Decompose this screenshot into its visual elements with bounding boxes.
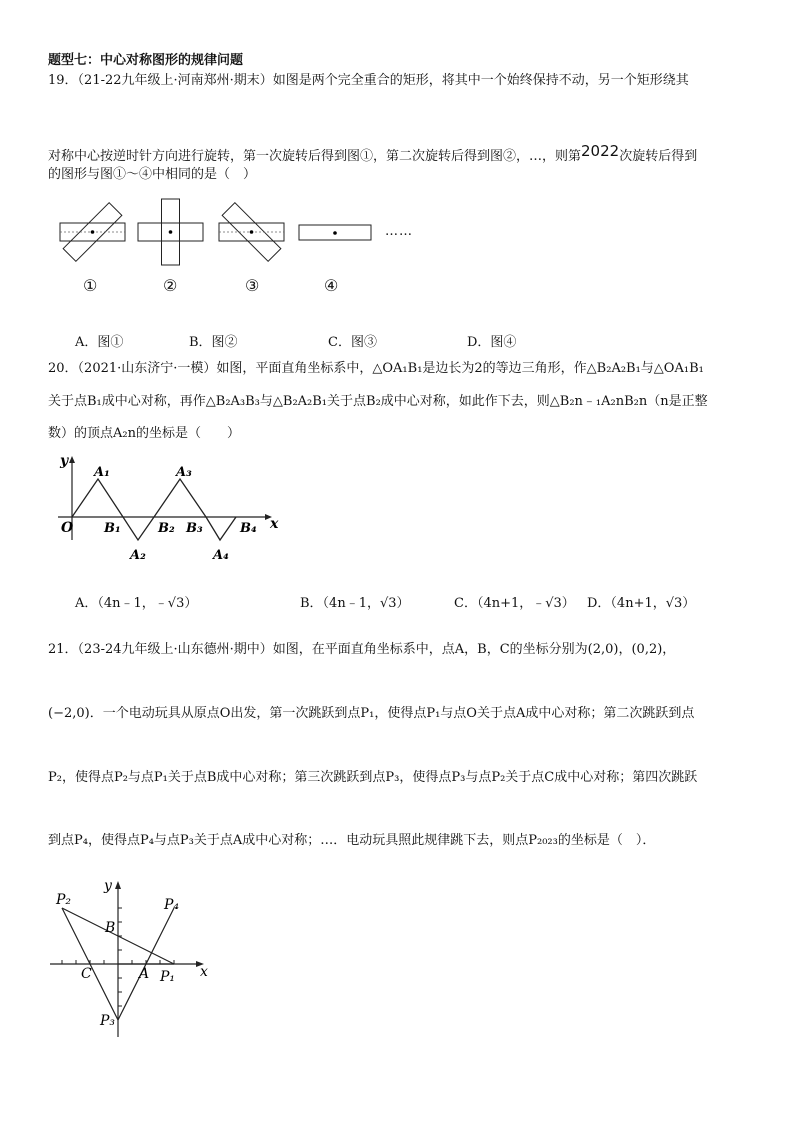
q19-line2 <box>48 142 698 166</box>
q19-option-d: D．图④ <box>467 335 517 350</box>
q21-line2: (−2,0)．一个电动玩具从原点O出发，第一次跳跃到点P₁，使得点P₁与点O关于点A成中心对称；第二次跳跃到点 <box>48 706 695 721</box>
q21-label-c: C <box>81 966 92 982</box>
q19-fig4 <box>299 225 371 240</box>
q20-figure <box>58 452 288 572</box>
q20-option-a: A．（4n﹣1，﹣√3） <box>75 596 198 611</box>
q21-label-b: B <box>105 920 116 936</box>
q19-label-2: ② <box>163 276 178 295</box>
q20-label-a4: A₄ <box>213 548 229 563</box>
q20-line1: 20．（2021·山东济宁·一模）如图，平面直角坐标系中，△OA₁B₁是边长为2的等边三角形，作△B₂A₂B₁与△OA₁B₁ <box>48 361 704 376</box>
q20-option-d: D．（4n+1，√3） <box>587 596 696 611</box>
q21-figure <box>48 872 228 1042</box>
q19-fig2 <box>138 199 203 265</box>
q20-label-a1: A₁ <box>94 465 110 480</box>
q19-line2b: 次旋转后得到 <box>619 149 698 164</box>
q21-label-p1: P₁ <box>160 969 176 985</box>
q21-line3: P₂，使得点P₂与点P₁关于点B成中心对称；第三次跳跃到点P₃，使得点P₃与点P₂关于点C成中心对称；第四次跳跃 <box>48 770 698 785</box>
q20-label-a3: A₃ <box>176 465 192 480</box>
q21-label-x: x <box>200 964 208 980</box>
q20-option-c: C．（4n+1，﹣√3） <box>454 596 575 611</box>
q21-label-p3: P₃ <box>100 1013 116 1029</box>
q19-label-1: ① <box>83 276 98 295</box>
section-title: 题型七：中心对称图形的规律问题 <box>48 53 244 68</box>
q20-label-o: O <box>61 520 74 536</box>
q19-ellipsis: …… <box>385 224 413 239</box>
q19-line3: 的图形与图①～④中相同的是（ ） <box>48 167 257 182</box>
q21-line1: 21．（23-24九年级上·山东德州·期中）如图，在平面直角坐标系中，点A，B，C的坐标分别为(2,0)，(0,2)， <box>48 642 676 657</box>
q19-line2a: 对称中心按逆时针方向进行旋转，第一次旋转后得到图①，第二次旋转后得到图②，…，则第 <box>48 149 582 164</box>
q20-label-b1: B₁ <box>104 521 121 536</box>
q20-label-b4: B₄ <box>240 521 257 536</box>
q21-label-p2: P₂ <box>56 892 72 908</box>
q20-label-b3: B₃ <box>186 521 203 536</box>
q19-option-a: A．图① <box>75 335 124 350</box>
q21-label-y: y <box>104 878 112 894</box>
q19-fig1 <box>60 203 125 262</box>
q19-number: 2022 <box>581 142 620 160</box>
q19-line1: 19．（21-22九年级上·河南郑州·期末）如图是两个完全重合的矩形，将其中一个始终保持不动，另一个矩形绕其 <box>48 73 689 88</box>
q20-line2: 关于点B₁成中心对称，再作△B₂A₃B₃与△B₂A₂B₁关于点B₂成中心对称，如此作下去，则△B₂n﹣₁A₂nB₂n（n是正整 <box>48 394 708 409</box>
q19-option-c: C．图③ <box>328 335 377 350</box>
q19-label-4: ④ <box>324 276 339 295</box>
q20-line3: 数）的顶点A₂n的坐标是（ ） <box>48 426 240 441</box>
q20-label-x: x <box>270 516 279 532</box>
q20-label-b2: B₂ <box>158 521 175 536</box>
q21-label-a: A <box>139 966 150 982</box>
q21-label-p4: P₄ <box>164 897 180 913</box>
q20-option-b: B．（4n﹣1，√3） <box>300 596 410 611</box>
q19-option-b: B．图② <box>189 335 238 350</box>
q19-fig3 <box>219 203 284 262</box>
q21-line4: 到点P₄，使得点P₄与点P₃关于点A成中心对称；…．电动玩具照此规律跳下去，则点P₂₀₂₃的坐标是（ ）． <box>48 833 656 848</box>
q19-label-3: ③ <box>245 276 260 295</box>
q20-label-a2: A₂ <box>130 548 146 563</box>
q20-label-y: y <box>60 453 69 469</box>
